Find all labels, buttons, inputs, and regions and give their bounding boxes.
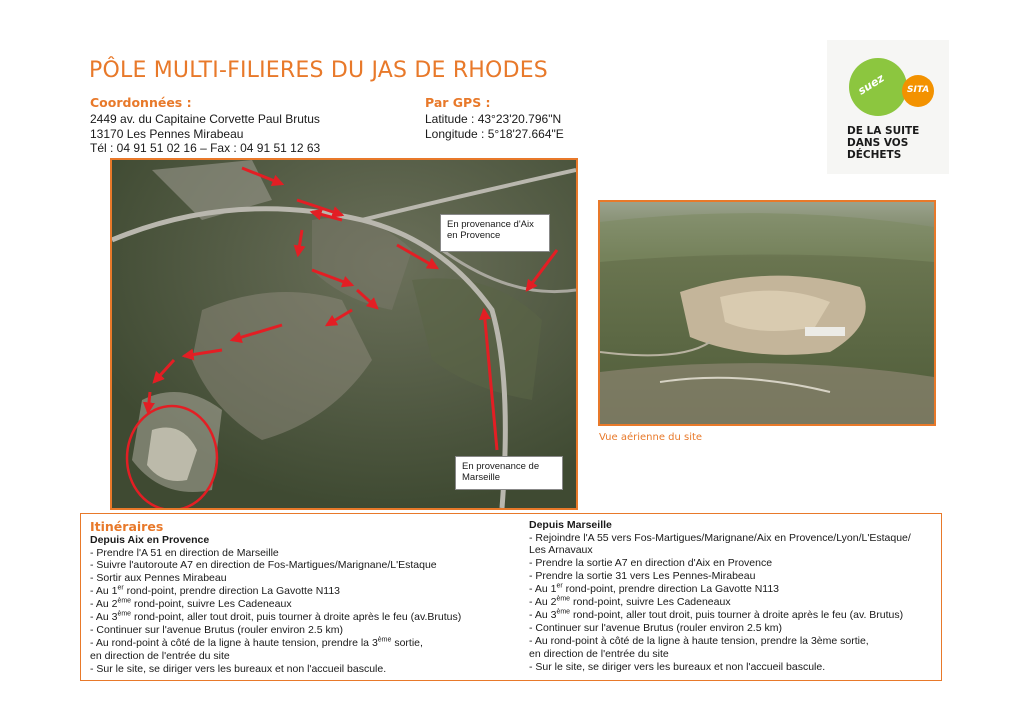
- marseille-step: - Rejoindre l'A 55 vers Fos-Martigues/Marignane/Aix en Provence/Lyon/L'Estaque/: [529, 531, 911, 544]
- aerial-image: [600, 202, 934, 424]
- aerial-photo: [598, 200, 936, 426]
- aix-step: en direction de l'entrée du site: [90, 649, 230, 662]
- suez-wordmark: suez: [855, 71, 887, 98]
- city-line: 13170 Les Pennes Mirabeau: [90, 126, 244, 141]
- marseille-step: - Sur le site, se diriger vers les bureaux et non l'accueil bascule.: [529, 660, 826, 673]
- aerial-caption: Vue aérienne du site: [599, 432, 703, 443]
- logo-slogan: [847, 125, 947, 161]
- itinerary-from-marseille: [529, 519, 939, 673]
- slogan-line-1: DE LA SUITE: [847, 125, 920, 137]
- gps-longitude: Longitude : 5°18'27.664"E: [425, 126, 564, 141]
- itineraries-heading: Itinéraires: [90, 519, 164, 534]
- aix-step: - Continuer sur l'avenue Brutus (rouler environ 2.5 km): [90, 623, 343, 636]
- callout-from-aix: En provenance d'Aix en Provence: [440, 214, 550, 252]
- aix-step: - Au rond-point à côté de la ligne à haute tension, prendre la 3ème sortie,: [90, 636, 423, 649]
- page-title: PÔLE MULTI-FILIERES DU JAS DE RHODES: [89, 58, 548, 83]
- marseille-step: - Au rond-point à côté de la ligne à haute tension, prendre la 3ème sortie,: [529, 634, 869, 647]
- gps-block: [425, 95, 625, 141]
- aix-step: - Au 2ème rond-point, suivre Les Cadeneaux: [90, 597, 292, 611]
- aix-step: - Sur le site, se diriger vers les bureaux et non l'accueil bascule.: [90, 662, 387, 675]
- gps-heading: Par GPS :: [425, 95, 491, 110]
- marseille-step: - Au 3ème rond-point, aller tout droit, puis tourner à droite après le feu (av. Brutus): [529, 608, 904, 621]
- marseille-step: - Au 1er rond-point, prendre direction La Gavotte N113: [529, 582, 780, 596]
- aix-step: - Prendre l'A 51 en direction de Marseille: [90, 546, 279, 559]
- itineraries-box: [80, 513, 942, 681]
- from-marseille-title: Depuis Marseille: [529, 519, 612, 531]
- aix-step: - Sortir aux Pennes Mirabeau: [90, 572, 227, 585]
- slogan-line-2: DANS VOS DÉCHETS: [847, 137, 909, 161]
- marseille-step: - Prendre la sortie 31 vers Les Pennes-Mirabeau: [529, 570, 756, 583]
- gps-latitude: Latitude : 43°23'20.796"N: [425, 112, 562, 126]
- marseille-step: - Continuer sur l'avenue Brutus (rouler environ 2.5 km): [529, 621, 782, 634]
- aix-step: - Au 3ème rond-point, aller tout droit, puis tourner à droite après le feu (av.Brutus): [90, 610, 462, 624]
- address-line: 2449 av. du Capitaine Corvette Paul Brutus: [90, 112, 320, 126]
- phone-fax-line: Tél : 04 91 51 02 16 – Fax : 04 91 51 12 63: [90, 141, 321, 155]
- callout-from-marseille: En provenance de Marseille: [455, 456, 563, 490]
- from-aix-title: Depuis Aix en Provence: [90, 534, 210, 546]
- sita-wordmark: SITA: [907, 85, 930, 95]
- marseille-step: - Au 2ème rond-point, suivre Les Cadeneaux: [529, 595, 731, 609]
- marseille-step: en direction de l'entrée du site: [529, 647, 669, 660]
- coordinates-block: [90, 95, 420, 156]
- coordinates-heading: Coordonnées :: [90, 95, 192, 110]
- aix-step: - Suivre l'autoroute A7 en direction de Fos-Martigues/Marignane/L'Estaque: [90, 559, 437, 572]
- company-logo: [827, 40, 949, 174]
- marseille-step: - Prendre la sortie A7 en direction d'Aix en Provence: [529, 557, 773, 570]
- aix-step: - Au 1er rond-point, prendre direction La Gavotte N113: [90, 584, 341, 598]
- itinerary-from-aix: [90, 519, 510, 676]
- marseille-step: Les Arnavaux: [529, 544, 593, 557]
